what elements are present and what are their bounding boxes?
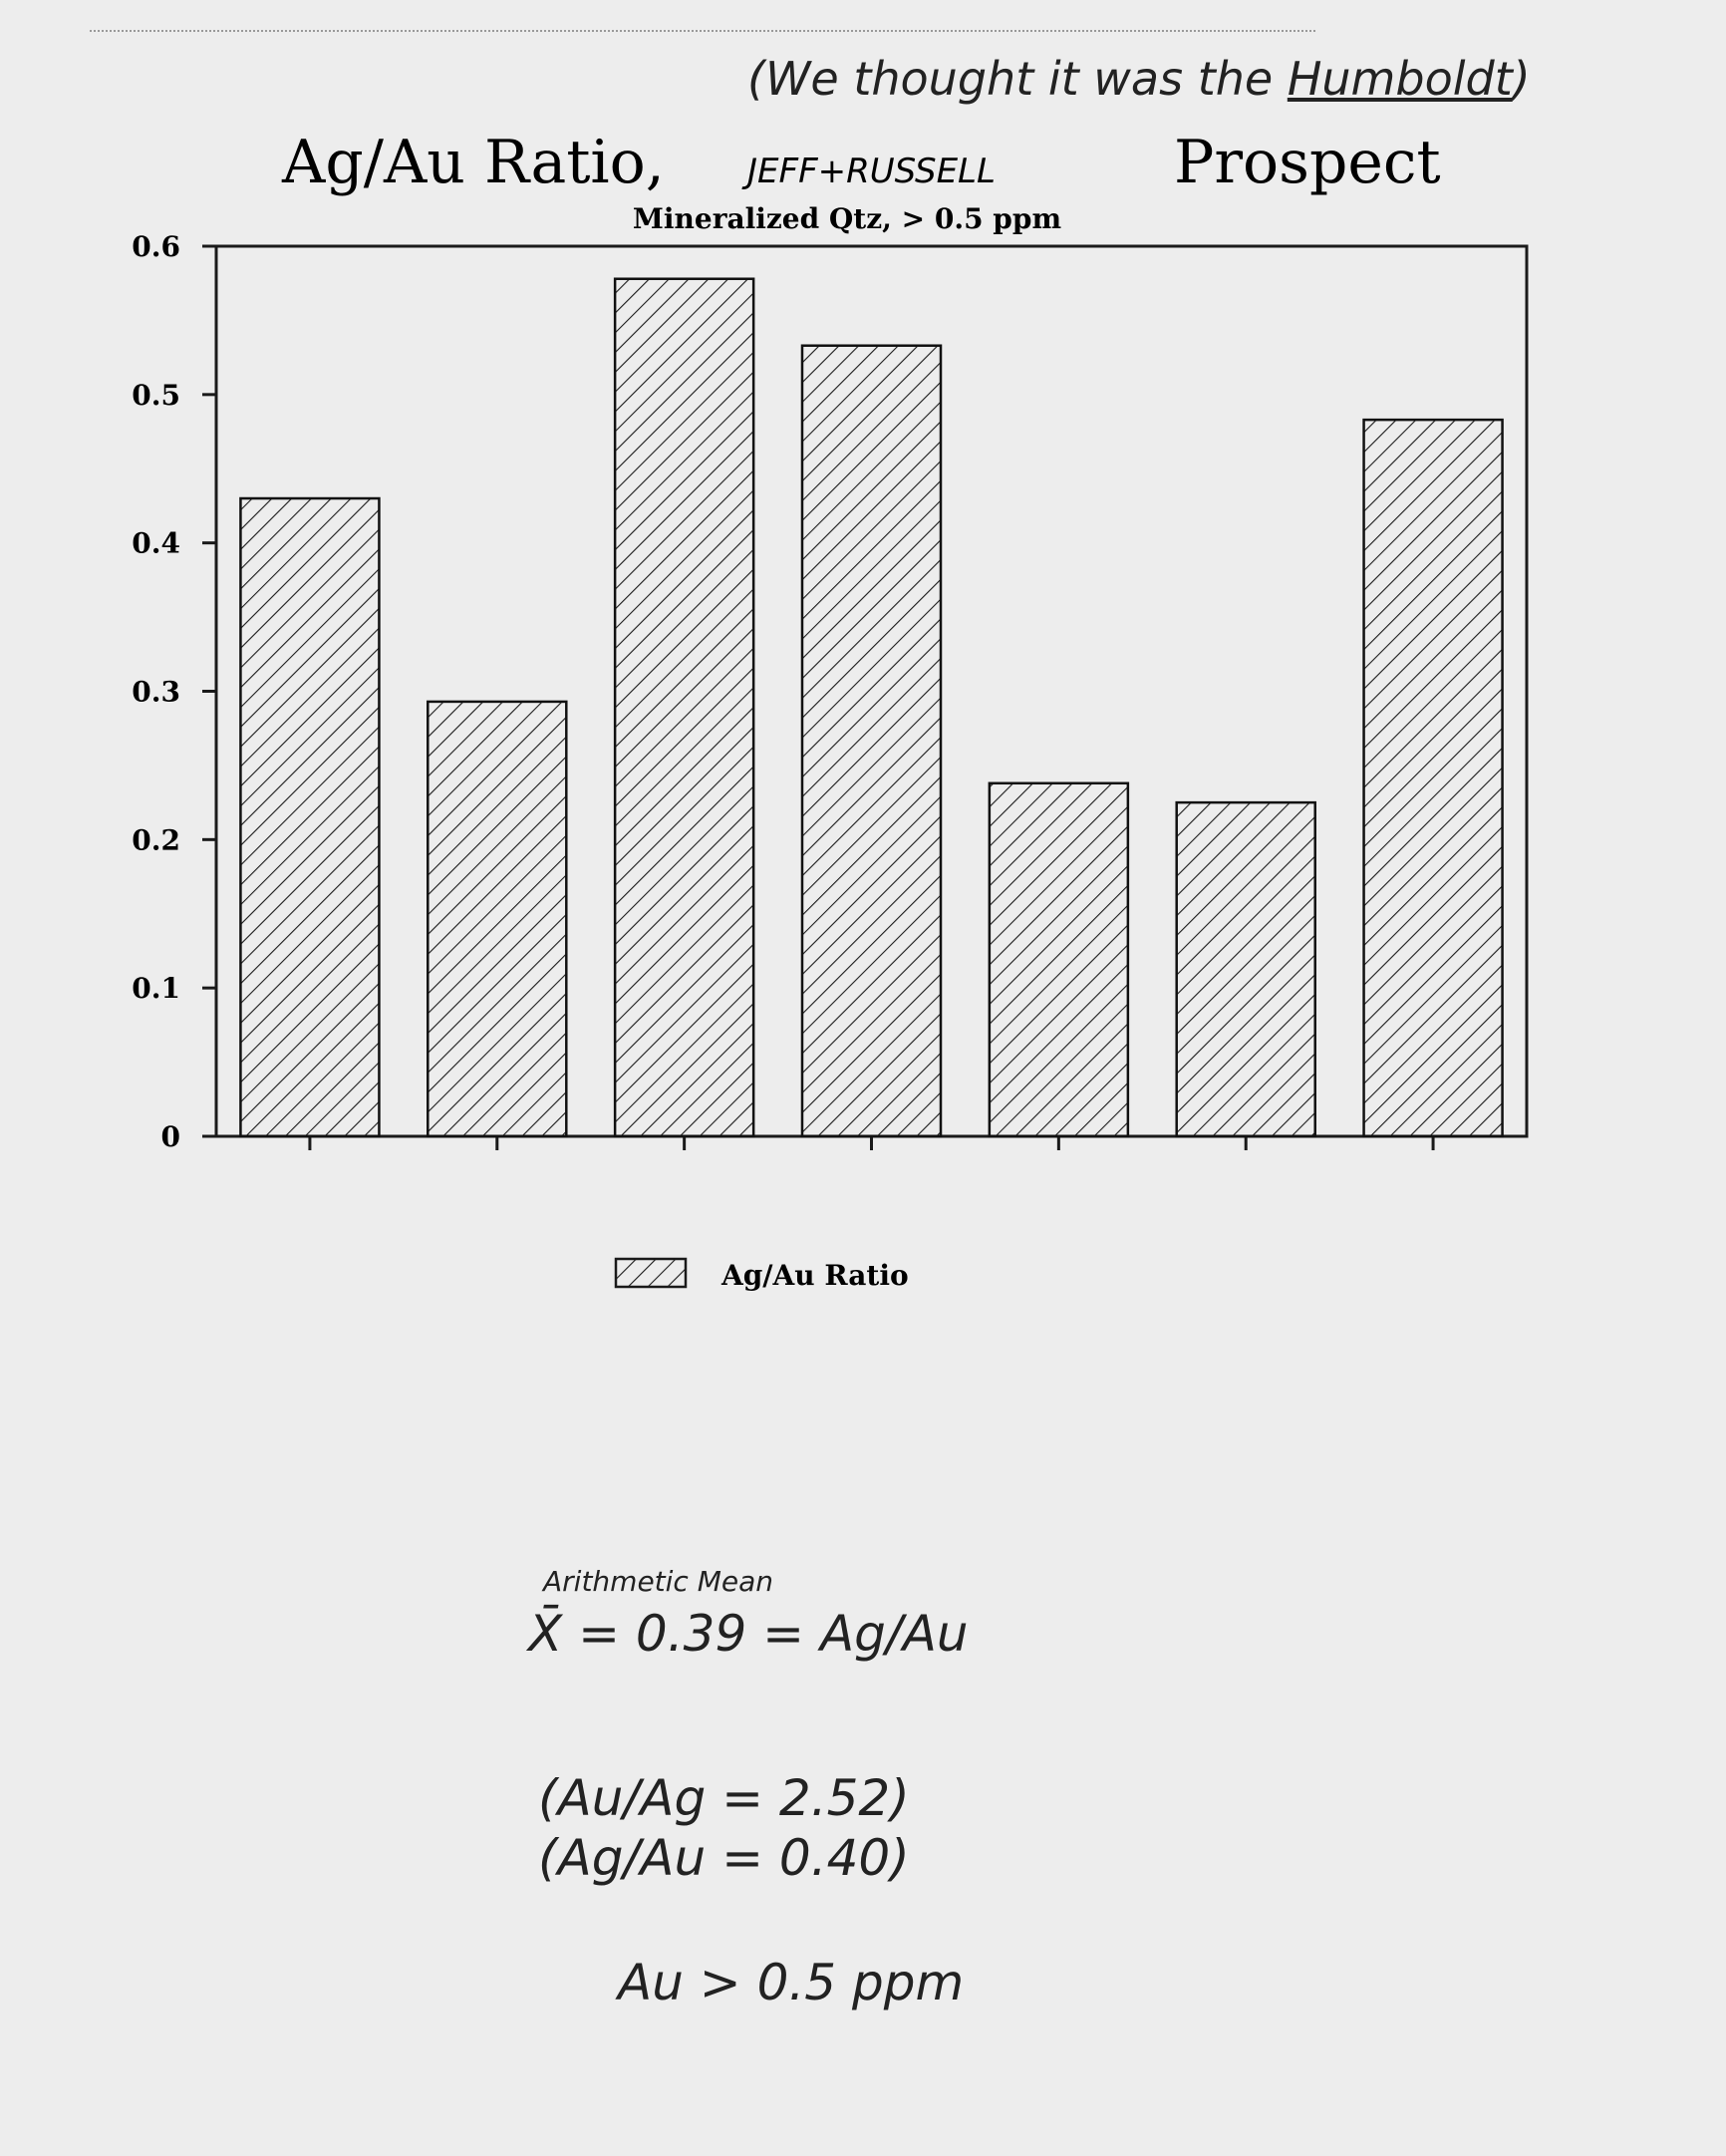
y-tick-label: 0.5 [132,378,180,412]
note-top-suffix: ) [1512,52,1531,106]
note-top-underlined: Humboldt [1287,52,1513,106]
chart-title-part1: Ag/Au Ratio, [282,128,665,197]
mean-equation: X̄ = 0.39 = Ag/Au [528,1605,969,1663]
y-tick-label: 0.1 [132,972,180,1006]
bar [240,498,379,1136]
legend-swatch [616,1259,686,1287]
chart-title-part2: Prospect [1174,128,1441,197]
x-axis [310,1136,1433,1150]
legend [616,1259,909,1292]
bar [1364,420,1503,1136]
bar [1177,802,1315,1136]
y-tick-label: 0.3 [132,675,180,709]
y-axis [132,230,216,1153]
y-tick-label: 0.6 [132,230,180,263]
bar [802,346,941,1136]
bar [428,702,566,1136]
y-tick-label: 0 [160,1120,180,1153]
bar [990,783,1128,1136]
y-tick-label: 0.2 [132,823,180,857]
legend-label: Ag/Au Ratio [721,1259,909,1292]
mean-label: Arithmetic Mean [543,1565,774,1598]
ratio-ag-au: (Ag/Au = 0.40) [538,1829,910,1887]
bars [240,279,1502,1136]
chart-title-handwritten: JEFF+RUSSELL [747,152,996,191]
chart-subtitle: Mineralized Qtz, > 0.5 ppm [632,202,1062,235]
ratio-au-ag: (Au/Ag = 2.52) [538,1769,910,1827]
bar [615,279,753,1136]
threshold-note: Au > 0.5 ppm [618,1954,965,2011]
note-top-prefix: (We thought it was the [747,52,1288,106]
y-tick-label: 0.4 [132,526,180,560]
